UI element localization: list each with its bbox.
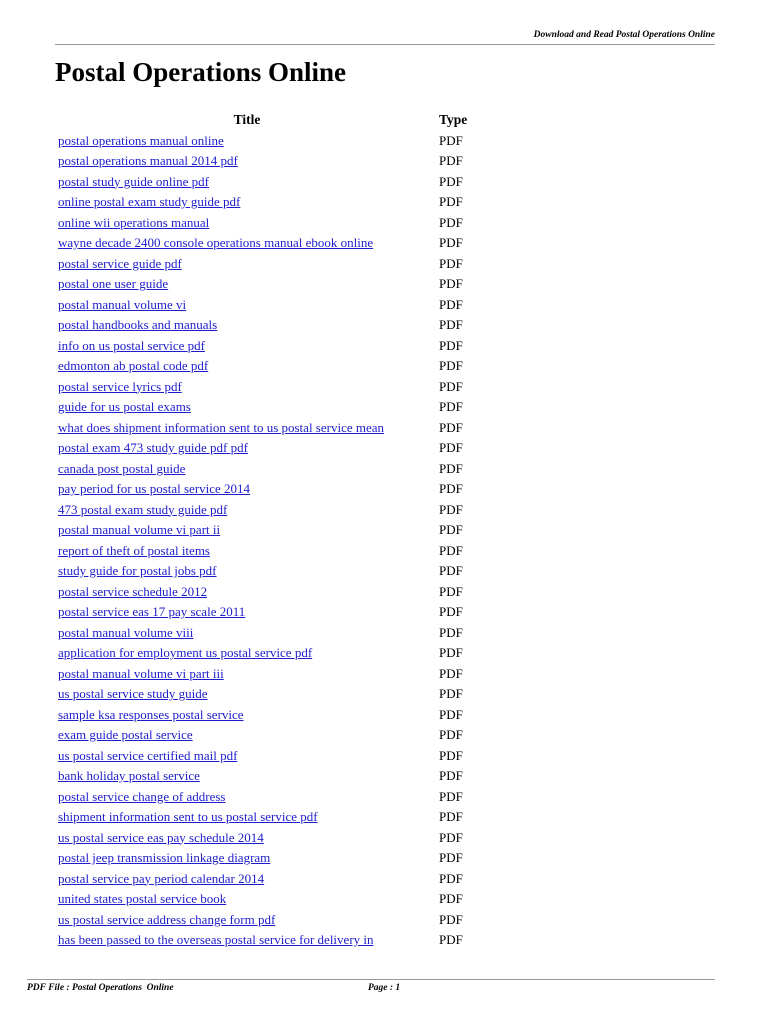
type-cell: PDF [439,337,463,353]
title-cell [55,561,436,582]
type-cell: PDF [439,850,463,865]
document-link[interactable]: sample ksa responses postal service [58,706,244,722]
type-cell: PDF [439,276,463,291]
table-row [55,418,499,439]
title-cell [55,766,436,787]
title-cell [55,807,436,828]
table-row [55,828,499,849]
title-cell [55,705,436,726]
document-link[interactable]: us postal service study guide [58,686,208,701]
document-link[interactable]: edmonton ab postal code pdf [58,358,209,373]
title-cell [55,315,436,336]
type-cell: PDF [439,296,463,312]
document-link[interactable]: postal manual volume vi part iii [58,665,224,681]
type-cell: PDF [439,194,463,209]
type-cell: PDF [439,132,463,148]
type-cell: PDF [439,665,463,681]
table-row [55,910,499,931]
footer-file-label: PDF File : Postal Operations Online [27,983,174,993]
title-cell [55,295,436,316]
table-row [55,295,499,316]
table-row [55,336,499,357]
document-link[interactable]: 473 postal exam study guide pdf [58,501,228,517]
type-cell: PDF [439,153,463,168]
title-cell [55,643,436,664]
type-cell: PDF [439,173,463,189]
table-row [55,315,499,336]
title-column-header: Title [233,112,261,127]
type-cell: PDF [439,358,463,373]
table-row [55,233,499,254]
footer-divider [27,979,715,980]
document-link[interactable]: guide for us postal exams [58,399,191,414]
title-cell [55,192,436,213]
title-cell [55,131,436,152]
document-list-table [55,110,499,951]
type-cell: PDF [439,378,463,394]
footer-page-number: Page : 1 [368,983,401,993]
title-cell [55,623,436,644]
type-cell: PDF [439,809,463,824]
type-cell: PDF [439,235,463,250]
table-row [55,500,499,521]
title-cell [55,459,436,480]
title-cell [55,869,436,890]
type-cell: PDF [439,522,463,537]
type-cell: PDF [439,481,463,496]
title-cell [55,828,436,849]
document-link[interactable]: postal study guide online pdf [58,173,209,189]
document-link[interactable]: postal service guide pdf [58,255,182,271]
type-cell: PDF [439,542,463,558]
title-cell [55,336,436,357]
document-link[interactable]: us postal service certified mail pdf [58,747,238,763]
document-link[interactable]: shipment information sent to us postal service pdf [58,809,318,824]
table-row [55,766,499,787]
document-link[interactable]: report of theft of postal items [58,542,210,558]
title-cell [55,602,436,623]
type-cell: PDF [439,891,463,906]
table-row [55,848,499,869]
type-cell: PDF [439,501,463,517]
type-cell: PDF [439,214,463,230]
table-row [55,869,499,890]
document-link[interactable]: canada post postal guide [58,460,186,476]
type-cell: PDF [439,317,463,332]
document-link[interactable]: postal manual volume vi part ii [58,522,221,537]
type-cell: PDF [439,440,463,455]
title-cell [55,151,436,172]
title-cell [55,479,436,500]
table-row [55,377,499,398]
type-cell: PDF [439,255,463,271]
document-link[interactable]: postal service lyrics pdf [58,378,182,394]
table-row [55,746,499,767]
table-row [55,705,499,726]
table-row [55,438,499,459]
document-link[interactable]: postal operations manual online [58,132,224,148]
title-cell [55,356,436,377]
title-cell [55,910,436,931]
title-cell [55,254,436,275]
type-cell: PDF [439,911,463,927]
title-cell [55,397,436,418]
document-link[interactable]: postal handbooks and manuals [58,317,218,332]
type-cell: PDF [439,604,463,619]
table-row [55,541,499,562]
table-row [55,397,499,418]
table-row [55,131,499,152]
type-cell: PDF [439,706,463,722]
table-row [55,725,499,746]
document-link[interactable]: bank holiday postal service [58,768,200,783]
table-row [55,582,499,603]
table-row [55,479,499,500]
type-cell: PDF [439,932,463,947]
table-row [55,684,499,705]
document-link[interactable]: study guide for postal jobs pdf [58,563,217,578]
table-row [55,602,499,623]
table-row [55,643,499,664]
document-link[interactable]: wayne decade 2400 console operations manual ebook online [58,235,374,250]
type-cell: PDF [439,460,463,476]
table-row [55,274,499,295]
title-cell [55,889,436,910]
table-row [55,807,499,828]
title-cell [55,848,436,869]
table-row [55,889,499,910]
document-link[interactable]: what does shipment information sent to us postal service mean [58,419,385,435]
title-cell [55,930,436,951]
type-cell: PDF [439,788,463,804]
title-cell [55,664,436,685]
table-row [55,254,499,275]
type-cell: PDF [439,563,463,578]
type-cell: PDF [439,768,463,783]
title-cell [55,172,436,193]
title-cell [55,438,436,459]
title-cell [55,418,436,439]
table-row [55,623,499,644]
table-row [55,151,499,172]
document-link[interactable]: postal service eas 17 pay scale 2011 [58,604,246,619]
document-link[interactable]: online postal exam study guide pdf [58,194,241,209]
type-cell: PDF [439,645,463,660]
type-cell: PDF [439,419,463,435]
table-row [55,459,499,480]
header-divider [55,44,715,45]
title-cell [55,725,436,746]
document-link[interactable]: exam guide postal service [58,727,193,742]
title-cell [55,233,436,254]
title-cell [55,684,436,705]
table-body [55,131,499,951]
page-title: Postal Operations Online [55,57,347,87]
type-cell: PDF [439,399,463,414]
running-header: Download and Read Postal Operations Online [533,30,715,40]
document-link[interactable]: has been passed to the overseas postal service for delivery in [58,932,374,947]
type-cell: PDF [439,747,463,763]
table-row [55,930,499,951]
type-column-header: Type [439,112,468,127]
document-link[interactable]: postal manual volume vi [58,296,187,312]
table-row [55,213,499,234]
title-cell [55,274,436,295]
type-cell: PDF [439,624,463,640]
title-cell [55,787,436,808]
table-row [55,787,499,808]
title-cell [55,377,436,398]
table-row [55,561,499,582]
table-row [55,664,499,685]
document-link[interactable]: us postal service address change form pdf [58,911,276,927]
document-link[interactable]: us postal service eas pay schedule 2014 [58,829,264,845]
document-link[interactable]: postal one user guide [58,276,169,291]
title-cell [55,541,436,562]
document-link[interactable]: pay period for us postal service 2014 [58,481,251,496]
type-cell: PDF [439,727,463,742]
table-row [55,192,499,213]
document-link[interactable]: postal service change of address [58,788,226,804]
document-link[interactable]: postal service schedule 2012 [58,583,208,599]
type-cell: PDF [439,583,463,599]
type-cell: PDF [439,870,463,886]
document-link[interactable]: postal operations manual 2014 pdf [58,153,238,168]
document-link[interactable]: united states postal service book [58,891,227,906]
title-cell [55,582,436,603]
type-cell: PDF [439,686,463,701]
table-header-row [55,110,499,131]
document-link[interactable]: info on us postal service pdf [58,337,205,353]
title-cell [55,746,436,767]
title-cell [55,520,436,541]
document-link[interactable]: postal service pay period calendar 2014 [58,870,265,886]
type-cell: PDF [439,829,463,845]
document-link[interactable]: online wii operations manual [58,214,210,230]
title-cell [55,213,436,234]
table-row [55,356,499,377]
title-cell [55,500,436,521]
table-row [55,172,499,193]
document-link[interactable]: postal exam 473 study guide pdf pdf [58,440,248,455]
document-link[interactable]: postal manual volume viii [58,624,194,640]
document-link[interactable]: postal jeep transmission linkage diagram [58,850,271,865]
document-link[interactable]: application for employment us postal service pdf [58,645,313,660]
table-row [55,520,499,541]
